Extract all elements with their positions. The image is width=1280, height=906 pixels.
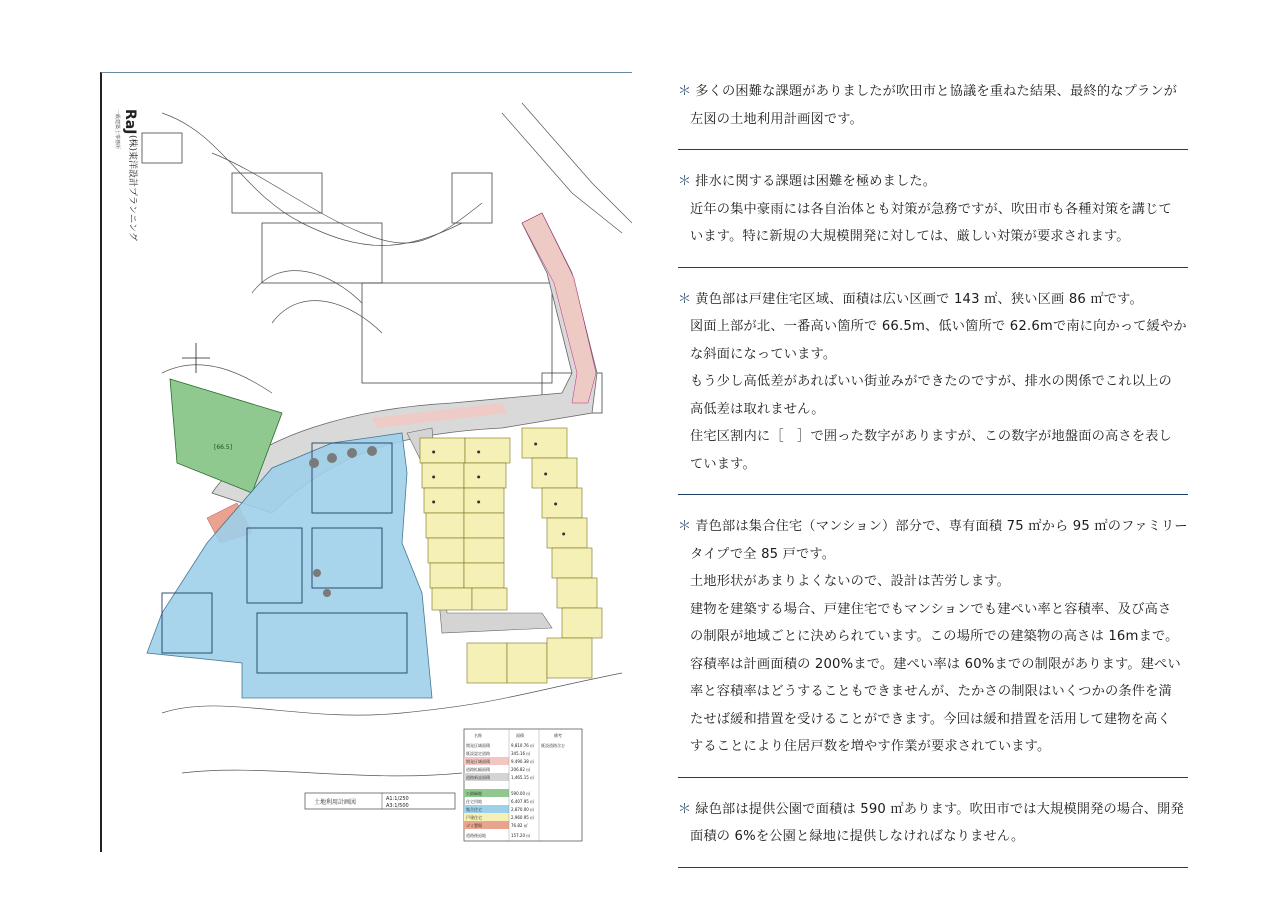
legend-header-area: 面積 (516, 733, 524, 738)
note-line: な斜面になっています。 (690, 346, 837, 362)
legend-row-area: 1,465.15 ㎡ (511, 775, 535, 780)
note-line: 率と容積率はどうすることもできませんが、たかさの制限はいくつかの条件を満 (690, 684, 1172, 699)
note-line: 左図の土地利用計画図です。 (690, 111, 863, 127)
legend-row-name: 既設認定道路 (466, 751, 490, 756)
legend-row-area: 2,960.95 ㎡ (511, 815, 535, 820)
scale-a1: A1:1/250 (386, 796, 409, 802)
legend-row-area: 6,407.95 ㎡ (511, 799, 535, 804)
park-elevation-label: [66.5] (214, 444, 233, 451)
legend-row-area: 206.82 ㎡ (511, 767, 531, 772)
note-block-drainage (678, 164, 1188, 268)
existing-buildings (142, 133, 602, 413)
legend-row-name: 道路後退地 (466, 833, 486, 838)
svg-text:●: ● (544, 471, 548, 476)
note-line: たせば緩和措置を受けることができます。今回は緩和措置を活用して建物を高く (690, 711, 1171, 727)
svg-text:●: ● (477, 499, 481, 504)
svg-text:●: ● (432, 449, 436, 454)
legend-row-name: ゴミ置場 (466, 823, 482, 828)
svg-text:●: ● (562, 531, 566, 536)
legend-row-area: 9,810.76 ㎡ (511, 743, 535, 748)
site-plan-svg (102, 73, 634, 853)
note-line: 排水に関する課題は困難を極めました。 (695, 174, 937, 189)
bullet-asterisk: ＊ (678, 174, 692, 189)
north-arrow (182, 343, 210, 373)
note-line: の制限が地域ごとに決められています。この場所での建築物の高さは 16mまで。 (690, 629, 1179, 644)
note-line: 面積の 6%を公園と緑地に提供しなければなりません。 (690, 829, 1025, 844)
legend-row-name: 戸建住宅 (466, 815, 482, 820)
note-line: 住宅区割内に［ ］で囲った数字がありますが、この数字が地盤面の高さを表し (690, 429, 1172, 444)
legend-row-area: 590.00 ㎡ (511, 791, 531, 796)
note-line: 建物を建築する場合、戸建住宅でもマンションでも建ぺい率と容積率、及び高さ (690, 601, 1172, 617)
note-block-apartment (678, 509, 1188, 778)
svg-text:●: ● (432, 499, 436, 504)
note-line: することにより住居戸数を増やす作業が要求されています。 (690, 739, 1051, 754)
note-line: タイプで全 85 戸です。 (690, 546, 836, 562)
bullet-asterisk: ＊ (678, 801, 692, 817)
legend-row-name: 道路拡幅面積 (466, 767, 490, 772)
company-subtitle: 一級建築士事務所 (114, 109, 120, 150)
note-line: 多くの困難な課題がありましたが吹田市と協議を重ねた結果、最終的なプランが (695, 84, 1178, 99)
note-block-final-plan (678, 74, 1188, 150)
legend-header-name: 名称 (474, 733, 482, 738)
legend-row-name: 住宅用地 (466, 799, 482, 804)
note-block-park (678, 792, 1188, 868)
land-use-plan-drawing (100, 72, 632, 852)
legend-row-note: 既設道路含む (541, 743, 565, 748)
legend-row-name: 集合住宅 (466, 807, 482, 812)
detached-lots (420, 428, 602, 683)
legend-row-name: 道路新設面積 (466, 775, 490, 780)
note-line: 青色部は集合住宅（マンション）部分で、専有面積 75 ㎡から 95 ㎡のファミリー (695, 519, 1188, 534)
note-line: もう少し高低差があればいい街並みができたのですが、排水の関係でこれ以上の (690, 374, 1172, 389)
note-block-detached-housing (678, 282, 1188, 496)
notes-column (678, 74, 1188, 882)
bullet-asterisk: ＊ (678, 291, 692, 307)
scale-a3: A3:1/500 (386, 803, 409, 809)
note-line: 土地形状があまりよくないので、設計は苦労します。 (690, 574, 1010, 589)
note-line: 近年の集中豪雨には各自治体とも対策が急務ですが、吹田市も各種対策を講じて (690, 201, 1172, 217)
apartment-blue-area (147, 433, 432, 698)
legend-header-note: 備考 (554, 733, 562, 738)
bullet-asterisk: ＊ (678, 84, 692, 99)
note-line: 黄色部は戸建住宅区域、面積は広い区画で 143 ㎡、狭い区画 86 ㎡です。 (695, 291, 1143, 307)
company-name: (株)東洋設計プランニング (127, 135, 137, 241)
legend-row-area: 9,490.38 ㎡ (511, 759, 535, 764)
note-line: 緑色部は提供公園で面積は 590 ㎡あります。吹田市では大規模開発の場合、開発 (695, 801, 1184, 817)
drawing-title-block (305, 793, 455, 809)
note-line: ています。 (690, 456, 756, 472)
legend-row-area: 76.82 ㎡ (511, 823, 528, 828)
company-mark: RaJ (122, 109, 138, 135)
bullet-asterisk: ＊ (678, 519, 692, 534)
area-legend-table (464, 729, 582, 841)
legend-row-area: 157.20 ㎡ (511, 833, 531, 838)
svg-text:●: ● (432, 474, 436, 479)
legend-row-area: 2,870.00 ㎡ (511, 807, 535, 812)
svg-text:●: ● (477, 474, 481, 479)
note-line: 高低差は取れません。 (690, 401, 825, 417)
legend-row-name: 公園緑地 (466, 791, 482, 796)
legend-row-name: 開発区域面積 (466, 759, 490, 764)
note-line: 容積率は計画面積の 200%まで。建ぺい率は 60%までの制限があります。建ぺい (690, 656, 1181, 672)
drawing-title: 土地利用計画図 (314, 799, 357, 806)
note-line: 図面上部が北、一番高い箇所で 66.5m、低い箇所で 62.6mで南に向かって緩やか (690, 319, 1187, 334)
svg-text:●: ● (534, 441, 538, 446)
legend-row-area: 345.16 ㎡ (511, 751, 531, 756)
legend-row-name: 開発区域面積 (466, 743, 490, 748)
note-line: います。特に新規の大規模開発に対しては、厳しい対策が要求されます。 (690, 229, 1130, 244)
svg-text:●: ● (477, 449, 481, 454)
svg-text:●: ● (554, 501, 558, 506)
